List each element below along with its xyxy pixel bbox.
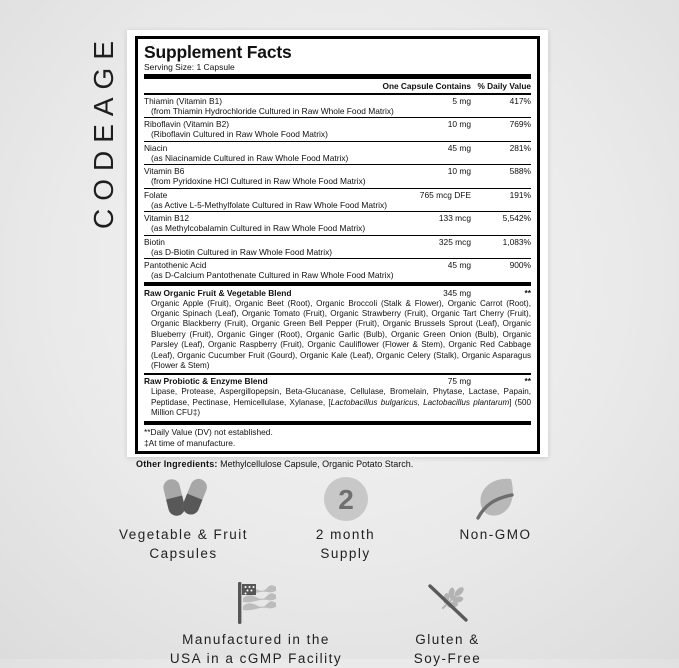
- serving-size: Serving Size: 1 Capsule: [144, 62, 531, 73]
- nutrient-amount: 10 mg: [363, 119, 471, 129]
- footnotes: [144, 425, 531, 448]
- nutrient-amount: 325 mcg: [363, 237, 471, 247]
- nutrient-row: [144, 258, 531, 282]
- nutrient-amount: 45 mg: [363, 143, 471, 153]
- nutrient-name: Folate: [144, 190, 363, 200]
- nutrient-detail: (from Pyridoxine HCl Cultured in Raw Whole Food Matrix): [144, 176, 531, 186]
- nutrient-dv: 281%: [471, 143, 531, 153]
- nutrient-name: Vitamin B6: [144, 166, 363, 176]
- blend-ingredients-post: ] (500 Million CFU‡): [151, 398, 531, 417]
- feature-label: [283, 526, 408, 563]
- nutrient-dv: 900%: [471, 260, 531, 270]
- other-ingredients: [136, 458, 539, 470]
- nutrient-dv: 769%: [471, 119, 531, 129]
- feature-gluten-soy-free: [365, 577, 530, 668]
- feature-label-line2: Supply: [283, 545, 408, 564]
- nutrient-row: [144, 95, 531, 118]
- blend-ingredients-probiotic-enzyme: [144, 387, 531, 420]
- nutrient-detail: (as D-Calcium Pantothenate Cultured in Raw Whole Food Matrix): [144, 270, 531, 280]
- feature-label-line1: Non-GMO: [413, 526, 578, 545]
- capsules-icon: [101, 472, 266, 522]
- blend-ingredients-italic: Lactobacillus bulgaricus, Lactobacillus plantarum: [331, 398, 510, 407]
- column-header-amount: One Capsule Contains: [363, 80, 471, 92]
- blend-ingredients-pre: Lipase, Protease, Aspergillopepsin, Beta-Glucanase, Cellulase, Bromelain, Phytase, Lactase, Papain, Peptidase, Pectinase, Hemicellulase, Xylanase, [: [151, 387, 531, 406]
- nutrient-dv: 191%: [471, 190, 531, 200]
- feature-label: [413, 526, 578, 545]
- usa-flag-icon: [150, 577, 362, 627]
- blend-amount: 75 mg: [363, 376, 471, 387]
- feature-label-line1: Manufactured in the: [150, 631, 362, 650]
- nutrient-row: [144, 141, 531, 165]
- column-header-dv: % Daily Value: [471, 80, 531, 92]
- brand-logo-text: CODEAGE: [88, 33, 120, 229]
- nutrient-dv: 5,542%: [471, 213, 531, 223]
- supplement-facts-title: Supplement Facts: [144, 42, 531, 62]
- feature-two-month-supply: [283, 472, 408, 563]
- leaf-icon: [413, 472, 578, 522]
- blend-name: Raw Organic Fruit & Vegetable Blend: [144, 288, 363, 299]
- nutrient-amount: 10 mg: [363, 166, 471, 176]
- feature-label-line2: Capsules: [101, 545, 266, 564]
- feature-label: [150, 631, 362, 668]
- nutrient-detail: (as Niacinamide Cultured in Raw Whole Food Matrix): [144, 153, 531, 163]
- blend-header-fruit-vegetable: [144, 286, 531, 299]
- nutrient-row: [144, 211, 531, 235]
- nutrient-detail: (as Methylcobalamin Cultured in Raw Whole Food Matrix): [144, 223, 531, 233]
- nutrient-detail: (as D-Biotin Cultured in Raw Whole Food Matrix): [144, 247, 531, 257]
- nutrient-dv: 417%: [471, 96, 531, 106]
- blend-name: Raw Probiotic & Enzyme Blend: [144, 376, 363, 387]
- feature-label-line2: Soy-Free: [365, 650, 530, 668]
- nutrient-name: Thiamin (Vitamin B1): [144, 96, 363, 106]
- brand-logo: [84, 22, 124, 240]
- nutrient-row: [144, 117, 531, 141]
- nutrient-amount: 133 mcg: [363, 213, 471, 223]
- column-headers: [144, 79, 531, 93]
- nutrient-name: Vitamin B12: [144, 213, 363, 223]
- nutrient-dv: 1,083%: [471, 237, 531, 247]
- nutrient-amount: 5 mg: [363, 96, 471, 106]
- other-ingredients-label: Other Ingredients:: [136, 459, 218, 469]
- feature-non-gmo: [413, 472, 578, 545]
- feature-label-line1: Vegetable & Fruit: [101, 526, 266, 545]
- nutrient-name: Pantothenic Acid: [144, 260, 363, 270]
- nutrient-row: [144, 188, 531, 212]
- nutrient-detail: (as Active L-5-Methylfolate Cultured in Raw Whole Food Matrix): [144, 200, 531, 210]
- blend-dv: **: [471, 376, 531, 387]
- feature-label: [365, 631, 530, 668]
- nutrient-name: Biotin: [144, 237, 363, 247]
- footnote-manufacture: ‡At time of manufacture.: [144, 438, 531, 449]
- nutrient-name: Riboflavin (Vitamin B2): [144, 119, 363, 129]
- feature-label-line1: Gluten &: [365, 631, 530, 650]
- nutrient-detail: (from Thiamin Hydrochloride Cultured in Raw Whole Food Matrix): [144, 106, 531, 116]
- footnote-dv: **Daily Value (DV) not established.: [144, 427, 531, 438]
- feature-label-line1: 2 month: [283, 526, 408, 545]
- blend-ingredients-fruit-vegetable: Organic Apple (Fruit), Organic Beet (Root), Organic Broccoli (Stalk & Flower), Organic Carrot (Root), Organic Spinach (Leaf), Organic Tomato (Fruit), Organic Strawberry (Fruit), Organic Tart Cherry (Fruit), Organic Blackberry (Fruit), Organic Green Bell Pepper (Fruit), Organic Brussels Sprout (Leaf), Organic Blueberry (Fruit), Organic Ginger (Root), Organic Garlic (Bulb), Organic Green Onion (Bulb), Organic Parsley (Leaf), Organic Raspberry (Fruit), Organic Cauliflower (Flower & Stem), Organic Red Cabbage (Leaf), Organic Cucumber Fruit (Gourd), Organic Kale (Leaf), Organic Celery (Stalk), Organic Asparagus (Flower & Stem): [144, 299, 531, 374]
- blend-dv: **: [471, 288, 531, 299]
- nutrient-row: [144, 235, 531, 259]
- nutrient-name: Niacin: [144, 143, 363, 153]
- feature-vegetable-fruit-capsules: [101, 472, 266, 563]
- nutrient-amount: 45 mg: [363, 260, 471, 270]
- wheat-slash-icon: [365, 577, 530, 627]
- supplement-facts-box: [135, 36, 540, 454]
- blend-amount: 345 mg: [363, 288, 471, 299]
- nutrient-amount: 765 mcg DFE: [363, 190, 471, 200]
- nutrient-row: [144, 164, 531, 188]
- blend-header-probiotic-enzyme: [144, 375, 531, 388]
- feature-made-in-usa: [150, 577, 362, 668]
- feature-label-line2: USA in a cGMP Facility: [150, 650, 362, 668]
- nutrient-dv: 588%: [471, 166, 531, 176]
- nutrient-detail: (Riboflavin Cultured in Raw Whole Food Matrix): [144, 129, 531, 139]
- two-month-badge-number: 2: [338, 484, 354, 515]
- other-ingredients-text: Methylcellulose Capsule, Organic Potato Starch.: [218, 459, 414, 469]
- two-month-icon: [283, 472, 408, 522]
- supplement-facts-panel: [127, 30, 548, 457]
- feature-label: [101, 526, 266, 563]
